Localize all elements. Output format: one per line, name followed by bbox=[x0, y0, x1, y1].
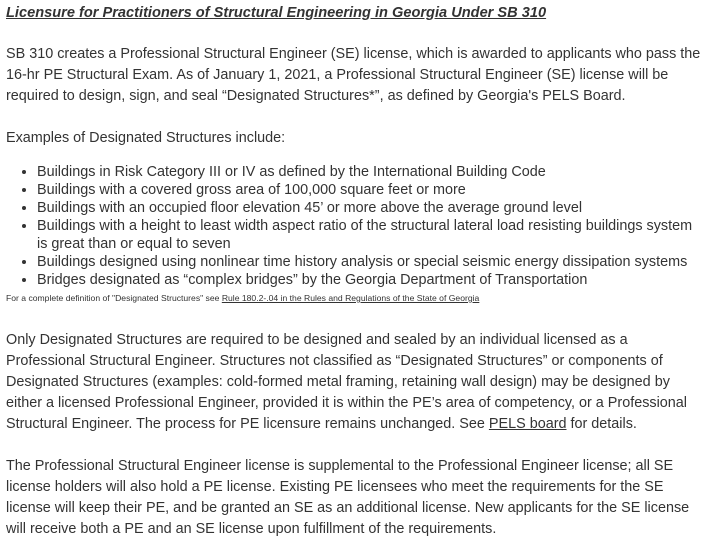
list-item: • Bridges designated as “complex bridges” by the Georgia Department of Transportation bbox=[37, 271, 706, 289]
designated-paragraph-after: for details. bbox=[566, 416, 637, 432]
designated-structures-list bbox=[6, 163, 706, 289]
list-item: • Buildings with a height to least width aspect ratio of the structural lateral load resisting buildings system is great than or equal to seven bbox=[37, 217, 706, 253]
designated-paragraph-text: Only Designated Structures are required to be designed and sealed by an individual licensed as a Professional Structural Engineer. Structures not classified as “Designated Structures” or components of Designated Structures (examples: cold-formed metal framing, retaining wall design) may be designed by either a licensed Professional Engineer, provided it is within the PE’s area of competency, or a Professional Structural Engineer. The process for PE licensure remains unchanged. See bbox=[6, 332, 687, 432]
designated-structures-paragraph bbox=[6, 330, 706, 435]
list-item: • Buildings with an occupied floor elevation 45’ or more above the average ground level bbox=[37, 199, 706, 217]
list-item: • Buildings in Risk Category III or IV as defined by the International Building Code bbox=[37, 163, 706, 181]
article bbox=[6, 2, 706, 540]
intro-paragraph: SB 310 creates a Professional Structural Engineer (SE) license, which is awarded to applicants who pass the 16-hr PE Structural Exam. As of January 1, 2021, a Professional Structural Engineer (SE) license will be required to design, sign, and seal “Designated Structures*”, as defined by Georgia's PELS Board. bbox=[6, 46, 701, 104]
list-item: • Buildings with a covered gross area of 100,000 square feet or more bbox=[37, 181, 706, 199]
rules-regulations-link[interactable]: Rule 180.2-.04 in the Rules and Regulations of the State of Georgia bbox=[221, 293, 480, 303]
list-item: • Buildings designed using nonlinear time history analysis or special seismic energy dissipation systems bbox=[37, 253, 706, 271]
examples-heading: Examples of Designated Structures include: bbox=[6, 130, 286, 146]
footnote-text: For a complete definition of "Designated Structures" see bbox=[6, 293, 222, 303]
supplemental-license-paragraph: The Professional Structural Engineer license is supplemental to the Professional Engineer license; all SE license holders will also hold a PE license. Existing PE licensees who meet the requirements for the SE license will keep their PE, and be granted an SE as an additional license. New applicants for the SE license will receive both a PE and an SE license upon fulfillment of the requirements. bbox=[6, 458, 690, 537]
pels-board-link[interactable]: PELS board bbox=[488, 416, 567, 432]
footnote bbox=[6, 291, 706, 305]
page-title: Licensure for Practitioners of Structural Engineering in Georgia Under SB 310 bbox=[6, 5, 547, 21]
